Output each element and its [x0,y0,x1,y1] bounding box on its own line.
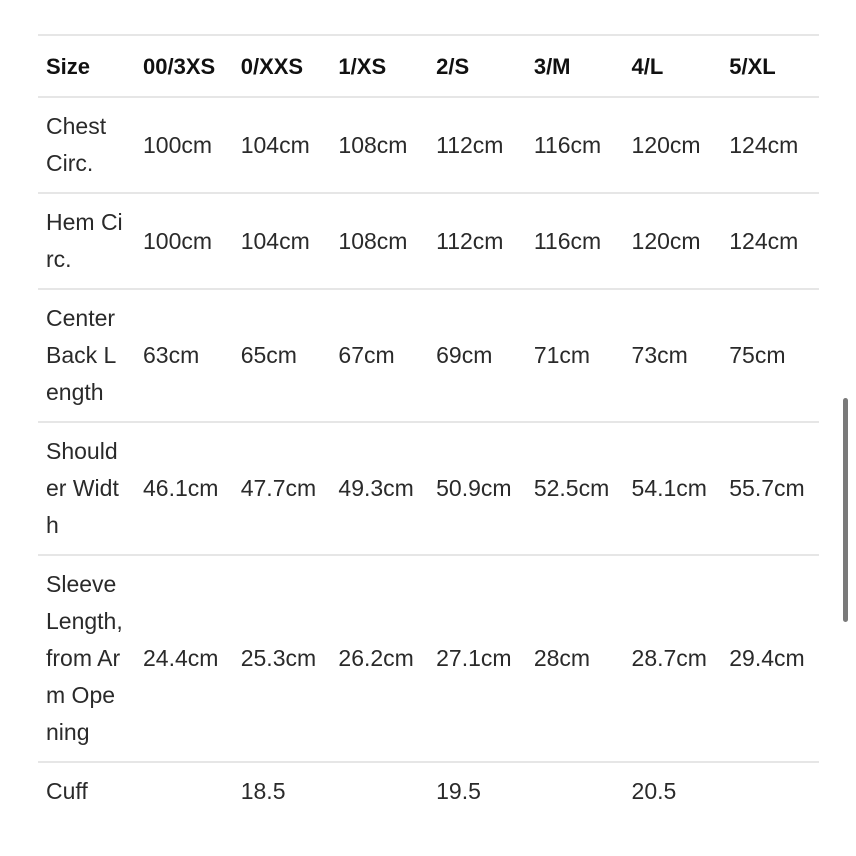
table-cell: 120cm [631,227,701,254]
table-cell: 28cm [533,645,591,671]
table-cell: 100cm [143,131,213,158]
table-cell: 69cm [436,342,493,368]
row-label: Center Back Length [46,305,117,405]
vertical-scrollbar[interactable] [843,398,848,622]
table-cell: 116cm [533,131,602,158]
table-cell: 104cm [240,227,310,254]
table-cell: 63cm [143,342,200,368]
table-cell: 104cm [240,131,310,158]
table-row [38,422,819,555]
row-label: Chest Circ. [46,113,107,176]
table-cell: 75cm [729,342,786,368]
table-cell: 124cm [729,131,799,158]
table-cell: 55.7cm [729,475,805,501]
header-0-xxs: 0/XXS [240,53,304,79]
table-cell: 100cm [143,227,213,254]
row-label: Sleeve Length, from Arm Opening [46,571,123,745]
table-cell: 19.5 [436,778,481,804]
row-label: Shoulder Width [46,438,119,538]
table-row [38,193,819,289]
table-cell: 26.2cm [338,645,414,671]
table-cell: 18.5 [240,778,286,804]
table-cell: 29.4cm [729,645,805,671]
table-row [38,289,819,422]
header-00-3xs: 00/3XS [143,53,216,79]
table-cell: 73cm [631,342,688,368]
table-cell: 24.4cm [143,645,219,671]
header-3-m: 3/M [533,53,571,79]
size-chart [38,34,819,820]
table-cell: 124cm [729,227,799,254]
table-cell: 52.5cm [533,475,610,501]
header-4-l: 4/L [631,53,664,79]
table-cell [135,762,233,820]
table-row [38,762,819,820]
table-cell: 47.7cm [240,475,317,501]
table-cell [330,762,428,820]
table-cell: 67cm [338,342,395,368]
table-cell: 112cm [436,131,504,158]
table-cell: 108cm [338,227,408,254]
table-row [38,97,819,193]
table-cell: 25.3cm [240,645,317,671]
table-cell: 65cm [240,342,297,368]
header-1-xs: 1/XS [338,53,387,79]
table-cell: 20.5 [631,778,677,804]
table-cell [526,762,624,820]
table-cell: 108cm [338,131,408,158]
header-2-s: 2/S [436,53,470,79]
header-row [38,35,819,97]
table-cell [721,762,819,820]
table-cell: 27.1cm [436,645,512,671]
table-cell: 54.1cm [631,475,707,501]
table-cell: 50.9cm [436,475,512,501]
table-cell: 112cm [436,227,504,254]
table-cell: 49.3cm [338,475,414,501]
table-cell: 116cm [533,227,602,254]
table-row [38,555,819,762]
table-cell: 46.1cm [143,475,219,501]
table-cell: 71cm [533,342,591,368]
table-cell: 28.7cm [631,645,707,671]
row-label: Hem Circ. [46,209,123,272]
row-label: Cuff [46,778,88,804]
header-5-xl: 5/XL [729,53,776,79]
table-cell: 120cm [631,131,701,158]
header-size: Size [46,53,91,79]
size-table [38,34,819,820]
